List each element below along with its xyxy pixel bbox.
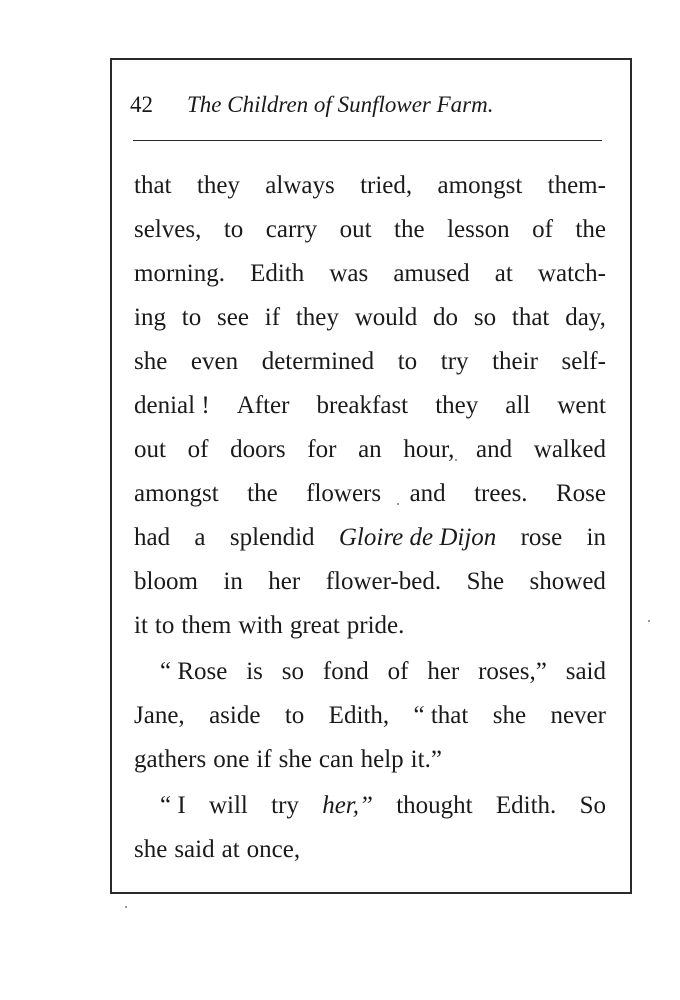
word	[134, 784, 186, 828]
word: the	[394, 216, 425, 243]
text-line	[134, 164, 606, 208]
word: amused	[393, 260, 470, 287]
running-head	[130, 88, 608, 122]
word: will	[208, 792, 248, 819]
word: all	[505, 392, 531, 419]
word: that	[511, 304, 550, 331]
word: they	[435, 392, 479, 419]
word: carry	[265, 216, 318, 243]
word: great	[289, 612, 340, 639]
italic-phrase: Gloire de Dijon	[338, 524, 497, 551]
word: and	[476, 436, 513, 463]
word: the	[575, 216, 606, 243]
word: she	[278, 746, 312, 773]
word: for	[307, 436, 337, 463]
word: amongst	[437, 172, 523, 199]
word: walked	[533, 436, 606, 463]
word: to	[154, 612, 175, 639]
word: once,	[246, 836, 301, 863]
body-text	[134, 164, 606, 872]
word: went	[557, 392, 606, 419]
word: that	[134, 172, 172, 199]
word: morning.	[134, 260, 225, 287]
text-line	[134, 516, 606, 560]
word: ing	[134, 304, 166, 331]
word: in	[223, 568, 243, 595]
word: said	[565, 658, 606, 685]
word: denial !	[134, 392, 210, 419]
word: it	[134, 612, 148, 639]
word: breakfast	[316, 392, 409, 419]
word: Jane,	[134, 702, 185, 729]
word: try	[440, 348, 469, 375]
word: an	[358, 436, 382, 463]
word: said	[174, 836, 215, 863]
word: Rose	[556, 480, 606, 507]
word: out	[134, 436, 166, 463]
word: amongst	[134, 480, 219, 507]
word: of	[532, 216, 553, 243]
word: if	[256, 746, 272, 773]
word: flower-bed.	[325, 568, 442, 595]
word: of	[187, 436, 209, 463]
word: it.”	[410, 746, 442, 773]
word: see	[217, 304, 249, 331]
word: showed	[529, 568, 606, 595]
word: a	[194, 524, 206, 551]
word: do	[433, 304, 459, 331]
word: day,	[565, 304, 606, 331]
word: fond	[322, 658, 369, 685]
text-line	[134, 650, 606, 694]
word: them	[181, 612, 232, 639]
text-line	[134, 384, 606, 428]
text-line	[134, 738, 606, 782]
word: she	[134, 836, 168, 863]
word: flowers	[306, 480, 382, 507]
word: So	[579, 792, 606, 819]
word: one	[213, 746, 250, 773]
italic-word: her,”	[322, 792, 373, 819]
word: her	[268, 568, 301, 595]
word: selves,	[134, 216, 202, 243]
word: the	[247, 480, 278, 507]
word: was	[329, 260, 369, 287]
text-line	[134, 694, 606, 738]
text-line	[134, 472, 606, 516]
header-rule	[133, 140, 602, 141]
page-number: 42	[130, 92, 153, 117]
word	[134, 650, 227, 694]
word: is	[246, 658, 263, 685]
word: her	[427, 658, 460, 685]
word: at	[221, 836, 240, 863]
word: she	[134, 348, 168, 375]
word: out	[339, 216, 372, 243]
word: had	[134, 524, 171, 551]
word: at	[494, 260, 513, 287]
word: aside	[209, 702, 261, 729]
word: Edith	[250, 260, 305, 287]
word: she	[492, 702, 527, 729]
text-line	[134, 340, 606, 384]
word: in	[586, 524, 606, 551]
word: splendid	[229, 524, 315, 551]
text-line	[134, 252, 606, 296]
word: gathers	[134, 746, 207, 773]
text-line	[134, 784, 606, 828]
word: tried,	[360, 172, 413, 199]
word: never	[550, 702, 606, 729]
text-line	[134, 604, 606, 648]
word: self-	[561, 348, 606, 375]
word: they	[295, 304, 339, 331]
word: can	[318, 746, 354, 773]
print-speck	[648, 620, 650, 622]
word: to	[397, 348, 418, 375]
word: so	[473, 304, 497, 331]
word: and	[409, 480, 446, 507]
word: their	[492, 348, 538, 375]
text-line	[134, 296, 606, 340]
text-line	[134, 428, 606, 472]
print-speck	[397, 503, 399, 505]
word: always	[265, 172, 335, 199]
word: with	[238, 612, 283, 639]
text-line	[134, 208, 606, 252]
word: to	[223, 216, 244, 243]
text-line	[134, 560, 606, 604]
word: rose	[520, 524, 563, 551]
word: lesson	[447, 216, 510, 243]
word: would	[354, 304, 418, 331]
word: of	[387, 658, 409, 685]
print-speck	[125, 906, 127, 908]
word-text: “ I	[160, 792, 186, 819]
word: them-	[547, 172, 606, 199]
word: thought	[396, 792, 473, 819]
word: help	[360, 746, 404, 773]
word: so	[281, 658, 305, 685]
word: roses,”	[478, 658, 547, 685]
word: hour,	[403, 436, 455, 463]
text-line	[134, 828, 606, 872]
word: watch-	[537, 260, 606, 287]
word: to	[181, 304, 202, 331]
word: Edith,	[328, 702, 390, 729]
word: they	[196, 172, 240, 199]
word: try	[271, 792, 299, 819]
print-speck	[455, 459, 457, 461]
running-title: The Children of Sunflower Farm.	[187, 92, 494, 117]
word: to	[284, 702, 305, 729]
word: trees.	[474, 480, 528, 507]
word: She	[466, 568, 505, 595]
word: doors	[230, 436, 286, 463]
word: Edith.	[495, 792, 557, 819]
word-text: “ Rose	[160, 658, 228, 685]
word: determined	[261, 348, 375, 375]
word: pride.	[346, 612, 405, 639]
word: even	[190, 348, 239, 375]
word: bloom	[134, 568, 198, 595]
word: After	[236, 392, 290, 419]
word: “ that	[413, 702, 469, 729]
word: if	[264, 304, 281, 331]
